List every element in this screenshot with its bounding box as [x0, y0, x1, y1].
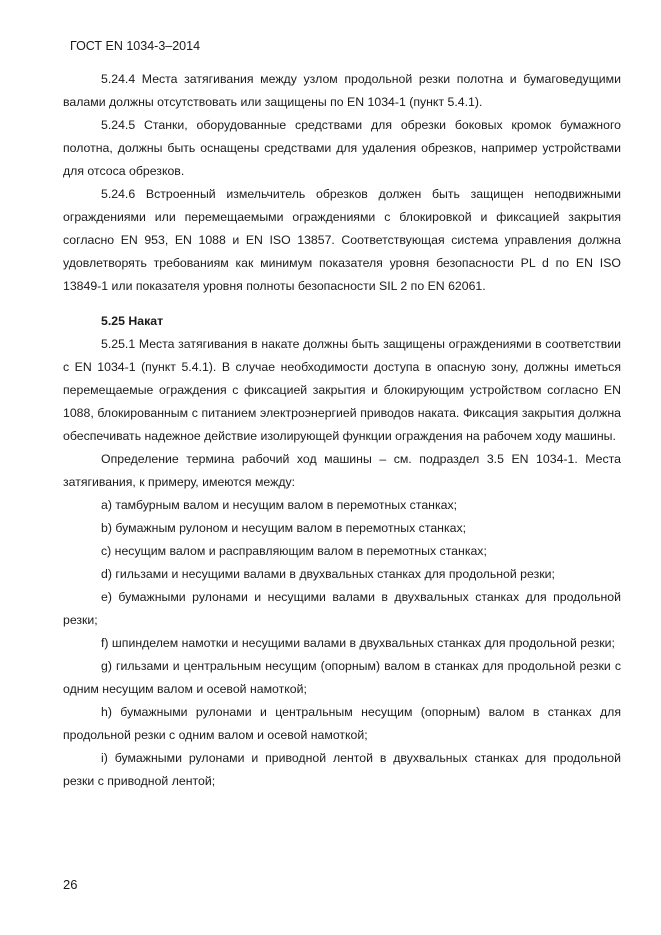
- list-item-b: b) бумажным рулоном и несущим валом в перемотных станках;: [101, 521, 467, 535]
- list-item-c: c) несущим валом и расправляющим валом в перемотных станках;: [101, 544, 487, 558]
- clause-5-25-1: 5.25.1 Места затягивания в накате должны быть защищены ограждениями в соответствии с EN 1034-1 (пункт 5.4.1). В случае необходимости доступа в опасную зону, должны иметься перемещаемые ограждения с фиксацией закрытия и блокирующим устройством согласно EN 1088, блокированным с питанием электроэнергией приводов наката. Фиксация закрытия должна обеспечивать надежное действие изолирующей функции ограждения на рабочем ходу машины.: [63, 337, 621, 443]
- list-item-a: a) тамбурным валом и несущим валом в перемотных станках;: [101, 498, 458, 512]
- definition-paragraph: Определение термина рабочий ход машины – см. подраздел 3.5 EN 1034-1. Места затягивания, к примеру, имеются между:: [63, 452, 621, 489]
- document-body: [63, 68, 621, 793]
- list-item-h: h) бумажными рулонами и центральным несущим (опорным) валом в станках для продольной резки с одним валом и осевой намоткой;: [63, 705, 621, 742]
- list-item-e: e) бумажными рулонами и несущими валами в двухвальных станках для продольной резки;: [63, 590, 621, 627]
- clause-5-24-6: 5.24.6 Встроенный измельчитель обрезков должен быть защищен неподвижными ограждениями или перемещаемыми ограждениями с блокировкой и фиксацией закрытия согласно EN 953, EN 1088 и EN ISO 13857. Соответствующая система управления должна удовлетворять требованиям как минимум показателя уровня безопасности PL d по EN ISO 13849-1 или показателя уровня полноты безопасности SIL 2 по EN 62061.: [63, 187, 621, 293]
- page-number: 26: [63, 877, 78, 892]
- list-item-g: g) гильзами и центральным несущим (опорным) валом в станках для продольной резки с одним несущим валом и осевой намоткой;: [63, 659, 621, 696]
- list-item-f: f) шпинделем намотки и несущими валами в двухвальных станках для продольной резки;: [101, 636, 615, 650]
- clause-5-24-4: 5.24.4 Места затягивания между узлом продольной резки полотна и бумаговедущими валами должны отсутствовать или защищены по EN 1034-1 (пункт 5.4.1).: [63, 72, 621, 109]
- document-header: ГОСТ EN 1034-3–2014: [70, 39, 201, 53]
- clause-5-24-5: 5.24.5 Станки, оборудованные средствами для обрезки боковых кромок бумажного полотна, должны быть оснащены средствами для удаления обрезков, например устройствами для отсоса обрезков.: [63, 118, 621, 178]
- list-item-i: i) бумажными рулонами и приводной лентой в двухвальных станках для продольной резки с приводной лентой;: [63, 751, 621, 788]
- list-item-d: d) гильзами и несущими валами в двухвальных станках для продольной резки;: [101, 567, 555, 581]
- section-heading-5-25: 5.25 Накат: [101, 314, 164, 328]
